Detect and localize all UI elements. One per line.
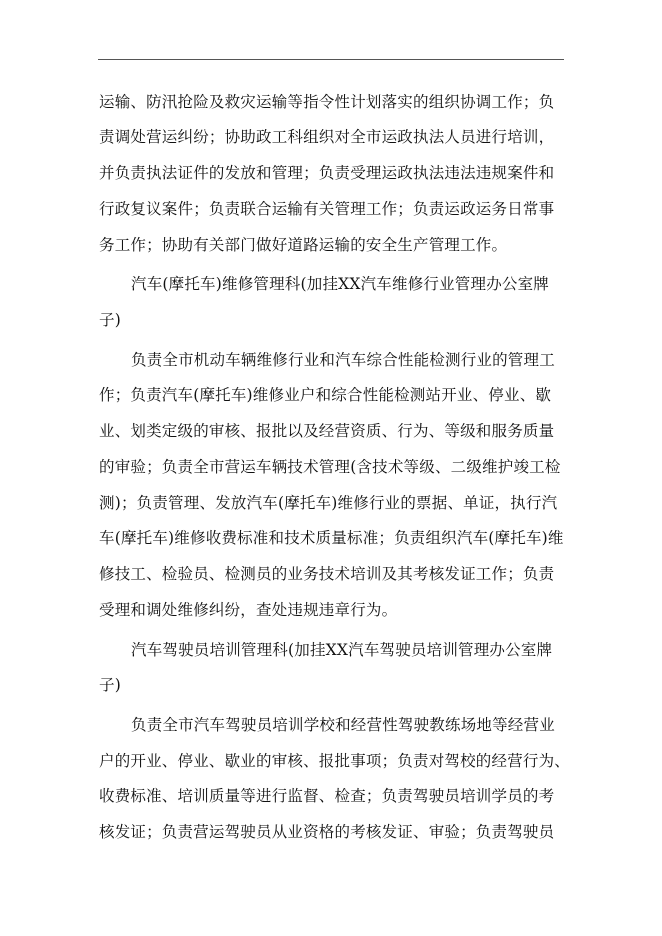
- body-line: 收费标准、培训质量等进行监督、检查；负责驾驶员培训学员的考: [99, 787, 555, 805]
- body-line: 负责全市汽车驾驶员培训学校和经营性驾驶教练场地等经营业: [131, 716, 555, 734]
- body-line: 作；负责汽车(摩托车)维修业户和综合性能检测站开业、停业、歇: [99, 386, 552, 404]
- header-rule: [98, 59, 564, 60]
- body-line: 测)；负责管理、发放汽车(摩托车)维修行业的票据、单证，执行汽: [99, 494, 558, 512]
- body-line: 负责全市机动车辆维修行业和汽车综合性能检测行业的管理工: [131, 351, 555, 369]
- body-line: 户的开业、停业、歇业的审核、报批事项；负责对驾校的经营行为、: [99, 752, 571, 770]
- body-line: 核发证；负责营运驾驶员从业资格的考核发证、审验；负责驾驶员: [99, 823, 555, 841]
- body-line: 受理和调处维修纠纷，查处违规违章行为。: [99, 601, 398, 619]
- body-line: 务工作；协助有关部门做好道路运输的安全生产管理工作。: [99, 236, 508, 254]
- section-heading: 汽车驾驶员培训管理科(加挂XX汽车驾驶员培训管理办公室牌: [131, 641, 553, 659]
- body-line: 并负责执法证件的发放和管理；负责受理运政执法违法违规案件和: [99, 164, 555, 182]
- section-heading-continued: 子): [99, 676, 121, 694]
- section-heading-continued: 子): [99, 311, 121, 329]
- body-line: 运输、防汛抢险及救灾运输等指令性计划落实的组织协调工作；负: [99, 93, 555, 111]
- body-line: 修技工、检验员、检测员的业务技术培训及其考核发证工作；负责: [99, 565, 555, 583]
- body-line: 行政复议案件；负责联合运输有关管理工作；负责运政运务日常事: [99, 200, 555, 218]
- section-heading: 汽车(摩托车)维修管理科(加挂XX汽车维修行业管理办公室牌: [131, 275, 550, 293]
- body-line: 的审验；负责全市营运车辆技术管理(含技术等级、二级维护竣工检: [99, 458, 561, 476]
- body-line: 责调处营运纠纷；协助政工科组织对全市运政执法人员进行培训，: [99, 128, 555, 146]
- body-line: 车(摩托车)维修收费标准和技术质量标准；负责组织汽车(摩托车)维: [99, 529, 564, 547]
- body-line: 业、划类定级的审核、报批以及经营资质、行为、等级和服务质量: [99, 422, 555, 440]
